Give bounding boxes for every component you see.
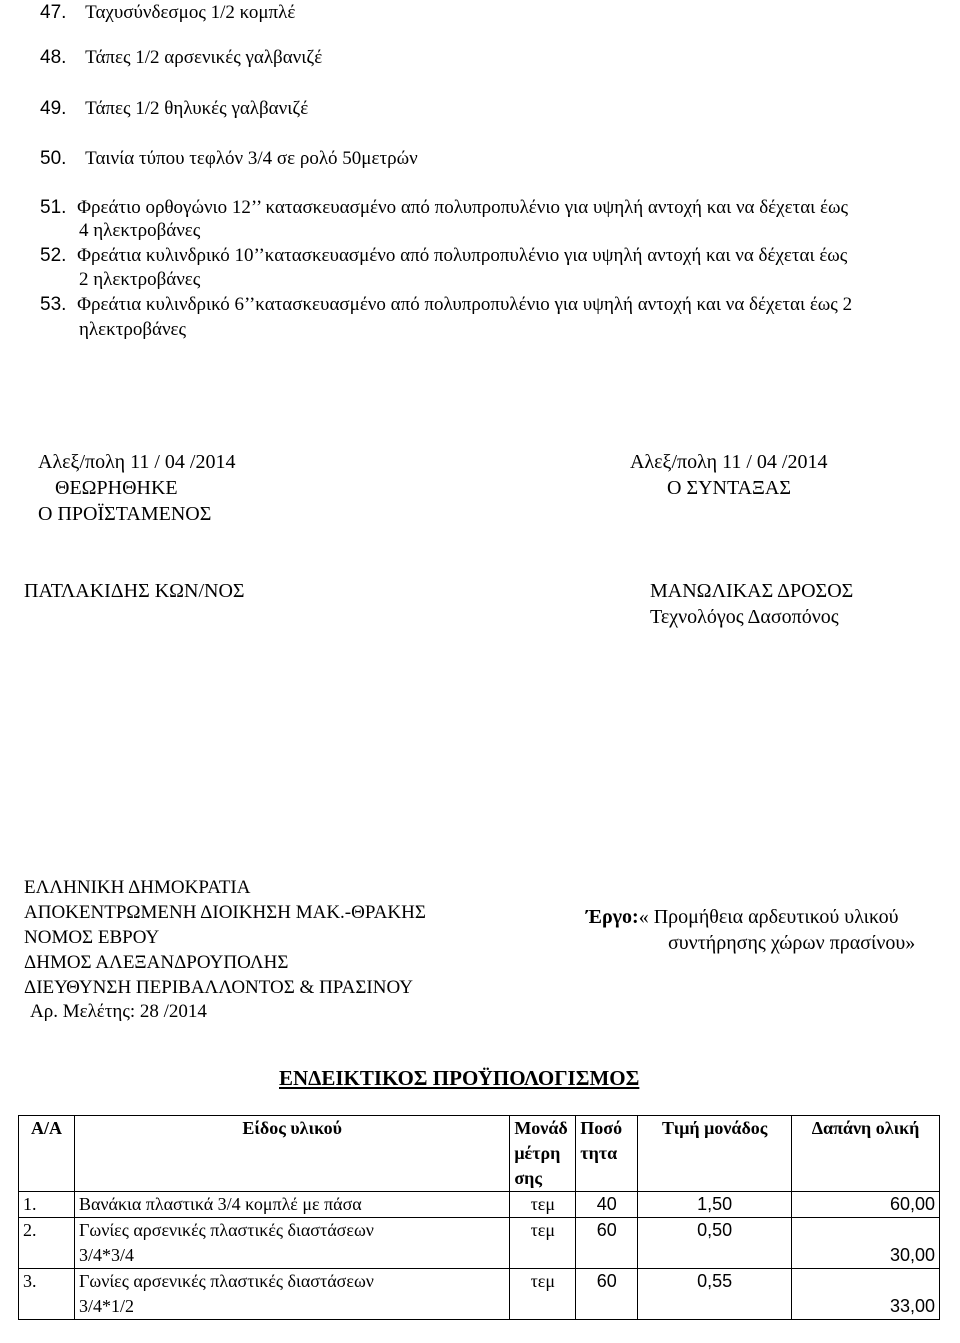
list-item [40, 45, 322, 70]
item-text: Ταχυσύνδεσμος 1/2 κομπλέ [85, 2, 296, 23]
row-item [74, 1269, 509, 1320]
header-total: Δαπάνη ολική [792, 1116, 940, 1192]
row-unit: τεμ [510, 1269, 576, 1320]
table-row [19, 1192, 940, 1218]
authority-line: ΔΗΜΟΣ ΑΛΕΞΑΝΔΡΟΥΠΟΛΗΣ [24, 952, 289, 973]
table-header-row [19, 1116, 940, 1192]
right-status: Ο ΣΥΝΤΑΞΑΣ [667, 477, 791, 499]
row-qty: 60 [576, 1269, 638, 1320]
left-place-date: Αλεξ/πολη 11 / 04 /2014 [38, 451, 236, 473]
row-total: 33,00 [792, 1269, 940, 1320]
list-item [40, 292, 852, 317]
row-qty: 60 [576, 1218, 638, 1269]
list-item [40, 96, 308, 121]
header-price: Τιμή μονάδος [638, 1116, 792, 1192]
left-signatory-name: ΠΑΤΛΑΚΙΔΗΣ ΚΩΝ/ΝΟΣ [24, 580, 245, 602]
item-text: Τάπες 1/2 αρσενικές γαλβανιζέ [85, 47, 323, 68]
item-text: Ταινία τύπου τεφλόν 3/4 σε ρολό 50μετρών [85, 148, 418, 169]
authority-line: ΑΠΟΚΕΝΤΡΩΜΕΝΗ ΔΙΟΙΚΗΣΗ ΜΑΚ.-ΘΡΑΚΗΣ [24, 902, 426, 923]
project-label: Έργο: [586, 906, 639, 928]
list-item [40, 243, 847, 268]
row-aa: 1. [19, 1192, 75, 1218]
budget-table [18, 1115, 940, 1320]
row-item-line1: Βανάκια πλαστικά 3/4 κομπλέ με πάσα [78, 1194, 362, 1214]
list-item [40, 195, 848, 220]
item-number: 53. [40, 294, 67, 315]
item-text: Τάπες 1/2 θηλυκές γαλβανιζέ [85, 98, 309, 119]
right-signatory-title: Τεχνολόγος Δασοπόνος [650, 606, 839, 628]
item-number: 47. [40, 2, 67, 23]
item-number: 52. [40, 245, 67, 266]
item-text-continued: ηλεκτροβάνες [79, 319, 187, 340]
item-number: 49. [40, 98, 67, 119]
row-price: 0,50 [638, 1218, 792, 1269]
row-qty: 40 [576, 1192, 638, 1218]
table-row [19, 1269, 940, 1320]
right-place-date: Αλεξ/πολη 11 / 04 /2014 [630, 451, 828, 473]
authority-line: ΝΟΜΟΣ ΕΒΡΟΥ [24, 927, 160, 948]
row-item-line1: Γωνίες αρσενικές πλαστικές διαστάσεων [78, 1220, 374, 1240]
row-aa: 3. [19, 1269, 75, 1320]
row-item [74, 1218, 509, 1269]
row-price: 0,55 [638, 1269, 792, 1320]
project-title [586, 904, 899, 930]
left-status: ΘΕΩΡΗΘΗΚΕ [55, 477, 178, 499]
list-item [40, 0, 295, 25]
row-item-line2: 3/4*3/4 [78, 1245, 134, 1265]
row-total: 30,00 [792, 1218, 940, 1269]
header-aa: Α/Α [19, 1116, 75, 1192]
list-item [40, 146, 418, 171]
row-item [74, 1192, 509, 1218]
left-role: Ο ΠΡΟΪΣΤΑΜΕΝΟΣ [38, 503, 212, 525]
table-row [19, 1218, 940, 1269]
project-line1: « Προμήθεια αρδευτικού υλικού [638, 906, 899, 928]
row-item-line1: Γωνίες αρσενικές πλαστικές διαστάσεων [78, 1271, 374, 1291]
budget-title: ΕΝΔΕΙΚΤΙΚΟΣ ΠΡΟΫΠΟΛΟΓΙΣΜΟΣ [279, 1066, 640, 1090]
row-unit: τεμ [510, 1192, 576, 1218]
right-signatory-name: ΜΑΝΩΛΙΚΑΣ ΔΡΟΣΟΣ [650, 580, 854, 602]
item-number: 48. [40, 47, 67, 68]
row-total: 60,00 [792, 1192, 940, 1218]
item-number: 51. [40, 197, 67, 218]
item-number: 50. [40, 148, 67, 169]
header-item: Είδος υλικού [74, 1116, 509, 1192]
item-text: Φρεάτιο ορθογώνιο 12’’ κατασκευασμένο από πολυπροπυλένιο για υψηλή αντοχή και να δέχεται έως [77, 197, 849, 218]
item-text: Φρεάτια κυλινδρικό 10’’κατασκευασμένο από πολυπροπυλένιο για υψηλή αντοχή και να δέχεται έως [77, 245, 848, 266]
item-text-continued: 2 ηλεκτροβάνες [79, 269, 201, 290]
project-line2: συντήρησης χώρων πρασίνου» [668, 932, 916, 954]
row-unit: τεμ [510, 1218, 576, 1269]
authority-line: ΕΛΛΗΝΙΚΗ ΔΗΜΟΚΡΑΤΙΑ [24, 877, 251, 898]
authority-line: ΔΙΕΥΘΥΝΣΗ ΠΕΡΙΒΑΛΛΟΝΤΟΣ & ΠΡΑΣΙΝΟΥ [24, 977, 413, 998]
row-item-line2: 3/4*1/2 [78, 1296, 134, 1316]
header-qty: Ποσό τητα [576, 1116, 638, 1192]
row-price: 1,50 [638, 1192, 792, 1218]
item-text-continued: 4 ηλεκτροβάνες [79, 220, 201, 241]
row-aa: 2. [19, 1218, 75, 1269]
item-text: Φρεάτια κυλινδρικό 6’’κατασκευασμένο από πολυπροπυλένιο για υψηλή αντοχή και να δέχεται έως 2 [77, 294, 853, 315]
study-number: Αρ. Μελέτης: 28 /2014 [30, 1001, 207, 1022]
header-unit: Μονάδ μέτρη σης [510, 1116, 576, 1192]
